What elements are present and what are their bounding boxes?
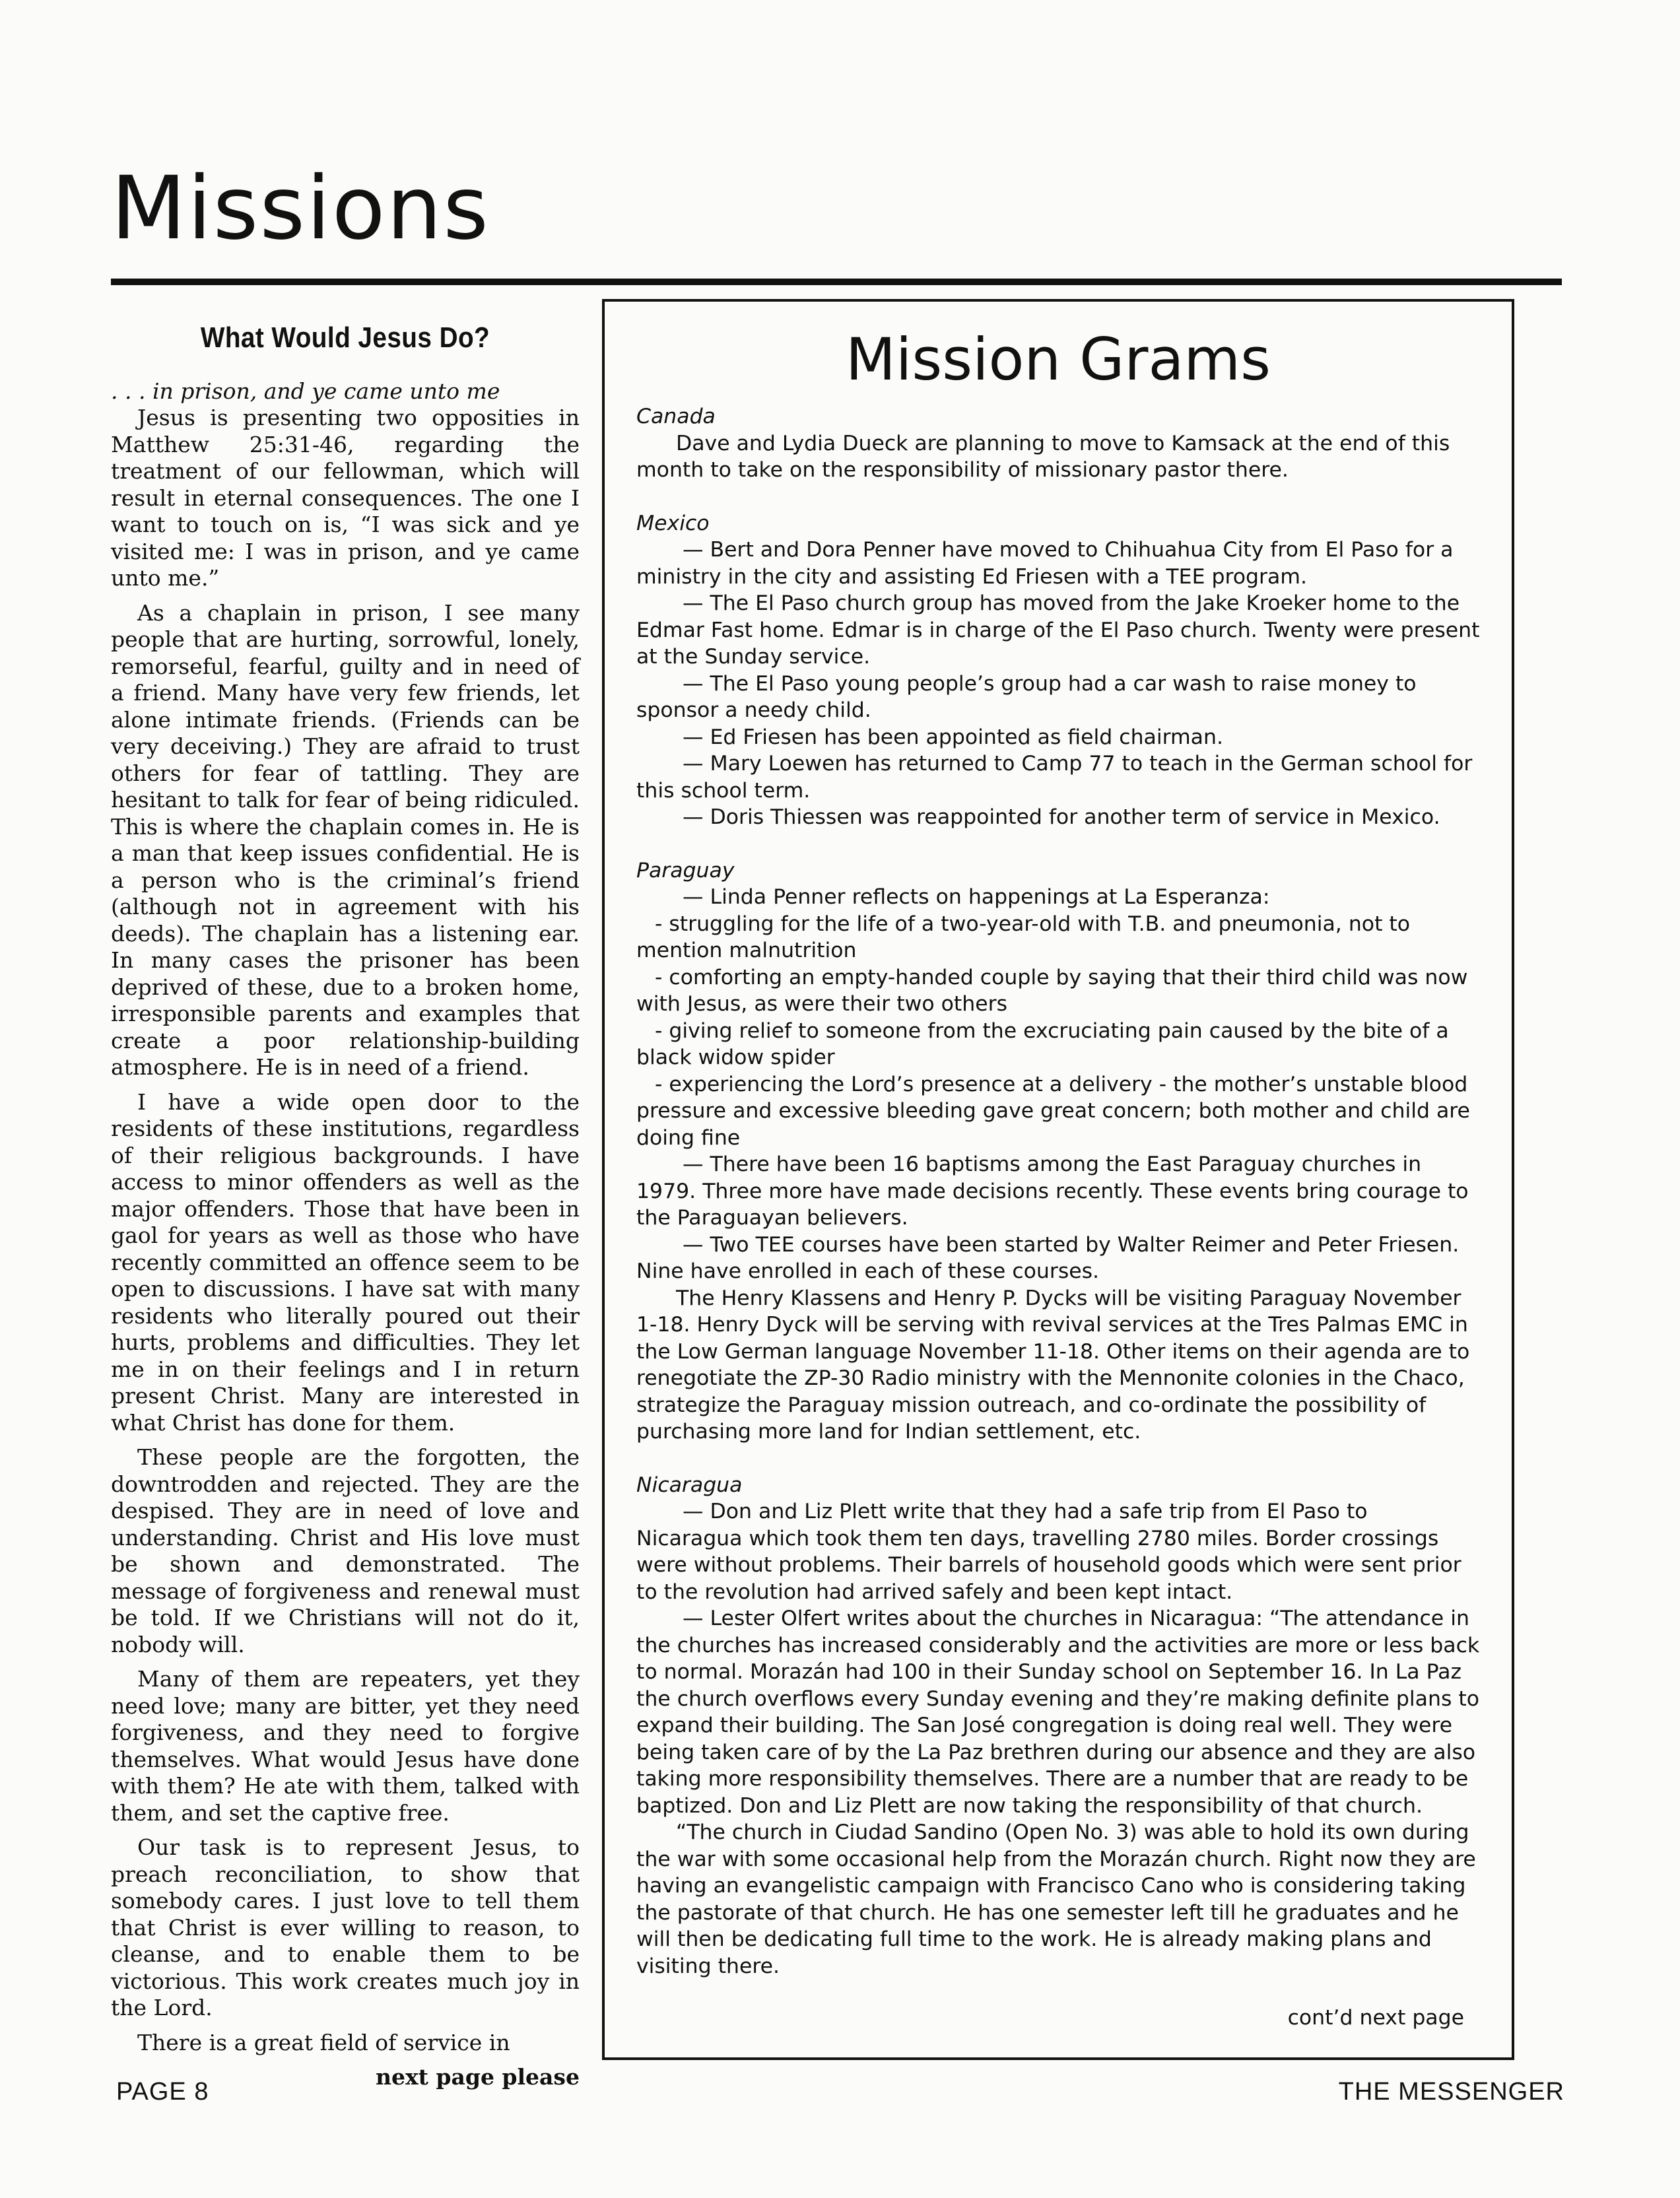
publication-name: THE MESSENGER bbox=[1338, 2078, 1564, 2106]
list-item: - experiencing the Lord’s presence at a delivery - the mother’s unstable blood pressure and excessive bleeding gave great concern; both mother and child are doing fine bbox=[636, 1072, 1470, 1150]
article-heading: What Would Jesus Do? bbox=[200, 321, 490, 354]
news-item: — Doris Thiessen was reappointed for another term of service in Mexico. bbox=[683, 805, 1440, 829]
article-paragraph: These people are the forgotten, the downtrodden and rejected. They are the despised. They are in need of love and understanding. Christ and His love must be shown and demonstrated. The message of forgiveness and renewal must be told. If we Christians will not do it, nobody will. bbox=[111, 1444, 580, 1657]
news-item: — Mary Loewen has returned to Camp 77 to teach in the German school for this school term. bbox=[636, 752, 1473, 803]
article-subhead-para bbox=[111, 378, 580, 405]
article-paragraph: I have a wide open door to the residents of these institutions, regardless of their religious backgrounds. I have access to minor offenders as well as the major offenders. Those that have been in gaol for years as well as those who have recently committed an offence seem to be open to discussions. I have sat with many residents who literally poured out their hurts, problems and difficulties. They let me in on their feelings and I in return present Christ. Many are interested in what Christ has done for them. bbox=[111, 1088, 580, 1436]
section-label: Mexico bbox=[636, 511, 710, 535]
section-nicaragua bbox=[636, 1472, 1480, 1980]
mission-grams-body bbox=[636, 403, 1480, 2006]
article-subhead: . . . in prison, and ye came unto me bbox=[111, 378, 500, 404]
section-canada bbox=[636, 403, 1480, 484]
news-item: — Two TEE courses have been started by Walter Reimer and Peter Friesen. Nine have enrolled in each of these courses. bbox=[636, 1232, 1460, 1283]
news-item: The Henry Klassens and Henry P. Dycks will be visiting Paraguay November 1-18. Henry Dyck will be serving with revival services at the Tres Palmas EMC in the Low German language November 11-18. Other items on their agenda are to renegotiate the ZP-30 Radio ministry with the Mennonite colonies in the Chaco, strategize the Paraguay mission outreach, and co-ordinate the possibility of purchasing more land for Indian settlement, etc. bbox=[636, 1286, 1470, 1444]
news-item: — The El Paso church group has moved from the Jake Kroeker home to the Edmar Fast home. Edmar is in charge of the El Paso church. Twenty were present at the Sunday service. bbox=[636, 591, 1480, 669]
section-mexico bbox=[636, 510, 1480, 831]
article-paragraph: There is a great field of service in bbox=[137, 2029, 510, 2055]
news-item: — Lester Olfert writes about the churches in Nicaragua: “The attendance in the churches has increased considerably and the activities are more or less back to normal. Morazán had 100 in their Sunday school on September 16. In La Paz the church overflows every Sunday evening and they’re making definite plans to expand their building. The San José congregation is doing real well. They were being taken care of by the La Paz brethren during our absence and they are also taking more responsibility themselves. There are a number that are ready to be baptized. Don and Liz Plett are now taking the responsibility of that church. bbox=[636, 1607, 1480, 1818]
news-item: — Ed Friesen has been appointed as field chairman. bbox=[683, 725, 1223, 749]
article-continuation: next page please bbox=[376, 2064, 580, 2090]
article-paragraph: Many of them are repeaters, yet they need love; many are bitter, yet they need forgiveness, and they need to forgive themselves. What would Jesus have done with them? He ate with them, talked with them, and set the captive free. bbox=[111, 1666, 580, 1826]
article-paragraph: Our task is to represent Jesus, to preach reconciliation, to show that somebody cares. I just love to tell them that Christ is ever willing to reason, to cleanse, and to enable them to be victorious. This work creates much joy in the Lord. bbox=[111, 1834, 580, 2020]
news-item: — There have been 16 baptisms among the East Paraguay churches in 1979. Three more have made decisions recently. These events bring courage to the Paraguayan believers. bbox=[636, 1152, 1469, 1230]
news-item: “The church in Ciudad Sandino (Open No. 3) was able to hold its own during the war with some occasional help from the Morazán church. Right now they are having an evangelistic campaign with Francisco Cano who is considering taking the pastorate of that church. He has one semester left till he graduates and he will then be dedicating full time to the work. He is already making plans and visiting there. bbox=[636, 1820, 1476, 1978]
article-paragraph: As a chaplain in prison, I see many people that are hurting, sorrowful, lonely, remorseful, fearful, guilty and in need of a friend. Many have very few friends, let alone intimate friends. (Friends can be very deceiving.) They are afraid to trust others for fear of tattling. They are hesitant to talk for fear of being ridiculed. This is where the chaplain comes in. He is a man that keep issues confidential. He is a person who is the criminal’s friend (although not in agreement with his deeds). The chaplain has a listening ear. In many cases the prisoner has been deprived of these, due to a broken home, irresponsible parents and examples that create a poor relationship-building atmosphere. He is in need of a friend. bbox=[111, 599, 580, 1080]
article-paragraph: Jesus is presenting two opposities in Matthew 25:31-46, regarding the treatment of our fellowman, which will result in eternal consequences. The one I want to touch on is, “I was sick and ye visited me: I was in prison, and ye came unto me.” bbox=[111, 405, 580, 591]
page-number: PAGE 8 bbox=[116, 2078, 209, 2106]
mission-grams-continuation: cont’d next page bbox=[1287, 2006, 1464, 2030]
page-title: Missions bbox=[111, 158, 490, 259]
list-item: - comforting an empty-handed couple by saying that their third child was now with Jesus, as were their two others bbox=[636, 965, 1468, 1016]
news-item: — Linda Penner reflects on happenings at La Esperanza: bbox=[683, 885, 1270, 909]
news-item: — Bert and Dora Penner have moved to Chihuahua City from El Paso for a ministry in the city and assisting Ed Friesen with a TEE program. bbox=[636, 538, 1454, 589]
section-label: Canada bbox=[636, 405, 716, 428]
section-paraguay bbox=[636, 857, 1480, 1446]
news-item: — The El Paso young people’s group had a car wash to raise money to sponsor a needy child. bbox=[636, 671, 1417, 722]
news-item: — Don and Liz Plett write that they had a safe trip from El Paso to Nicaragua which took them ten days, travelling 2780 miles. Border crossings were without problems. Their barrels of household goods which were sent prior to the revolution had arrived safely and been kept intact. bbox=[636, 1500, 1462, 1604]
list-item: - struggling for the life of a two-year-old with T.B. and pneumonia, not to mention malnutrition bbox=[636, 912, 1411, 962]
section-label: Paraguay bbox=[636, 858, 735, 883]
title-rule bbox=[111, 279, 1562, 285]
article-column bbox=[111, 321, 580, 2091]
section-label: Nicaragua bbox=[636, 1473, 743, 1497]
news-item: Dave and Lydia Dueck are planning to move to Kamsack at the end of this month to take on the responsibility of missionary pastor there. bbox=[636, 431, 1450, 482]
mission-grams-box bbox=[602, 299, 1514, 2060]
list-item: - giving relief to someone from the excruciating pain caused by the bite of a black widow spider bbox=[636, 1018, 1449, 1069]
mission-grams-title: Mission Grams bbox=[846, 325, 1271, 393]
